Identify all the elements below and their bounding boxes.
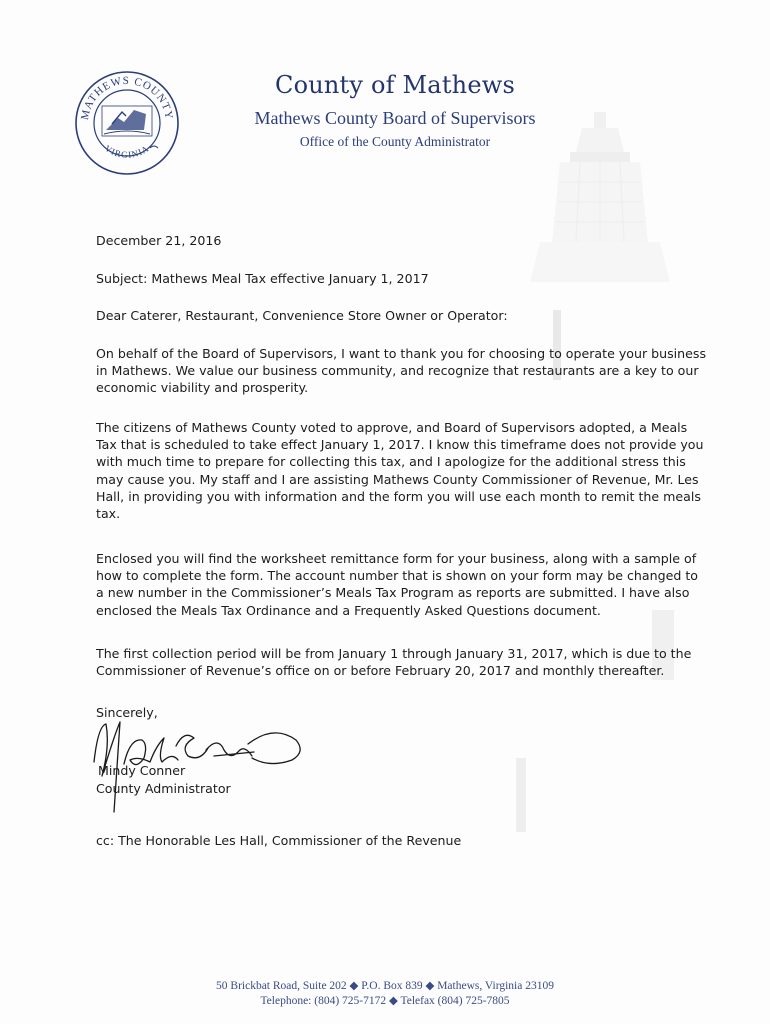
letterhead-board: Mathews County Board of Supervisors bbox=[254, 108, 536, 128]
letter-date: December 21, 2016 bbox=[96, 233, 222, 248]
cc-line: cc: The Honorable Les Hall, Commissioner of the Revenue bbox=[96, 833, 462, 848]
paragraph-line: in Mathews. We value our business community, and recognize that restaurants are a key to our bbox=[96, 363, 699, 379]
body-paragraph-4 bbox=[96, 645, 696, 679]
paragraph-line: tax. bbox=[96, 506, 121, 522]
paragraph-line: economic viability and prosperity. bbox=[96, 380, 309, 396]
paragraph-line: Commissioner of Revenue’s office on or before February 20, 2017 and monthly thereafter. bbox=[96, 663, 665, 679]
paragraph-line: The first collection period will be from January 1 through January 31, 2017, which is due to the bbox=[96, 646, 692, 661]
letter-closing: Sincerely, bbox=[96, 705, 158, 720]
letter-subject: Subject: Mathews Meal Tax effective January 1, 2017 bbox=[96, 271, 429, 286]
county-seal-logo bbox=[74, 70, 180, 176]
paragraph-line: enclosed the Meals Tax Ordinance and a Frequently Asked Questions document. bbox=[96, 602, 601, 618]
body-paragraph-3 bbox=[96, 550, 696, 619]
signer-name: Mindy Conner bbox=[98, 763, 186, 778]
svg-text:VIRGINIA: VIRGINIA bbox=[103, 143, 151, 160]
paragraph-line: The citizens of Mathews County voted to approve, and Board of Supervisors adopted, a Meals bbox=[96, 420, 688, 435]
letter-salutation: Dear Caterer, Restaurant, Convenience Store Owner or Operator: bbox=[96, 308, 508, 323]
body-paragraph-1 bbox=[96, 345, 707, 397]
paragraph-line: On behalf of the Board of Supervisors, I want to thank you for choosing to operate your business bbox=[96, 346, 707, 361]
paragraph-line: with much time to prepare for collecting this tax, and I apologize for the additional stress this bbox=[96, 454, 686, 470]
svg-text:MATHEWS COUNTY: MATHEWS COUNTY bbox=[78, 74, 176, 121]
paragraph-line: Enclosed you will find the worksheet remittance form for your business, along with a sample of bbox=[96, 551, 697, 566]
paragraph-line: may cause you. My staff and I are assisting Mathews County Commissioner of Revenue, Mr. Les bbox=[96, 471, 699, 487]
letterhead-office: Office of the County Administrator bbox=[299, 134, 491, 149]
footer-address: 50 Brickbat Road, Suite 202 ◆ P.O. Box 839 ◆ Mathews, Virginia 23109 bbox=[216, 980, 554, 992]
footer-phone: Telephone: (804) 725-7172 ◆ Telefax (804) 725-7805 bbox=[260, 995, 510, 1007]
paragraph-line: Tax that is scheduled to take effect January 1, 2017. I know this timeframe does not provide you bbox=[96, 437, 704, 453]
signer-title: County Administrator bbox=[96, 781, 231, 796]
paragraph-line: Hall, in providing you with information and the form you will use each month to remit the meals bbox=[96, 488, 701, 504]
scan-artifact bbox=[516, 758, 526, 832]
letterhead-title: County of Mathews bbox=[275, 71, 515, 99]
paragraph-line: how to complete the form. The account number that is shown on your form may be changed to bbox=[96, 568, 698, 584]
body-paragraph-2 bbox=[96, 419, 704, 522]
paragraph-line: a new number in the Commissioner’s Meals Tax Program as reports are submitted. I have also bbox=[96, 585, 690, 601]
